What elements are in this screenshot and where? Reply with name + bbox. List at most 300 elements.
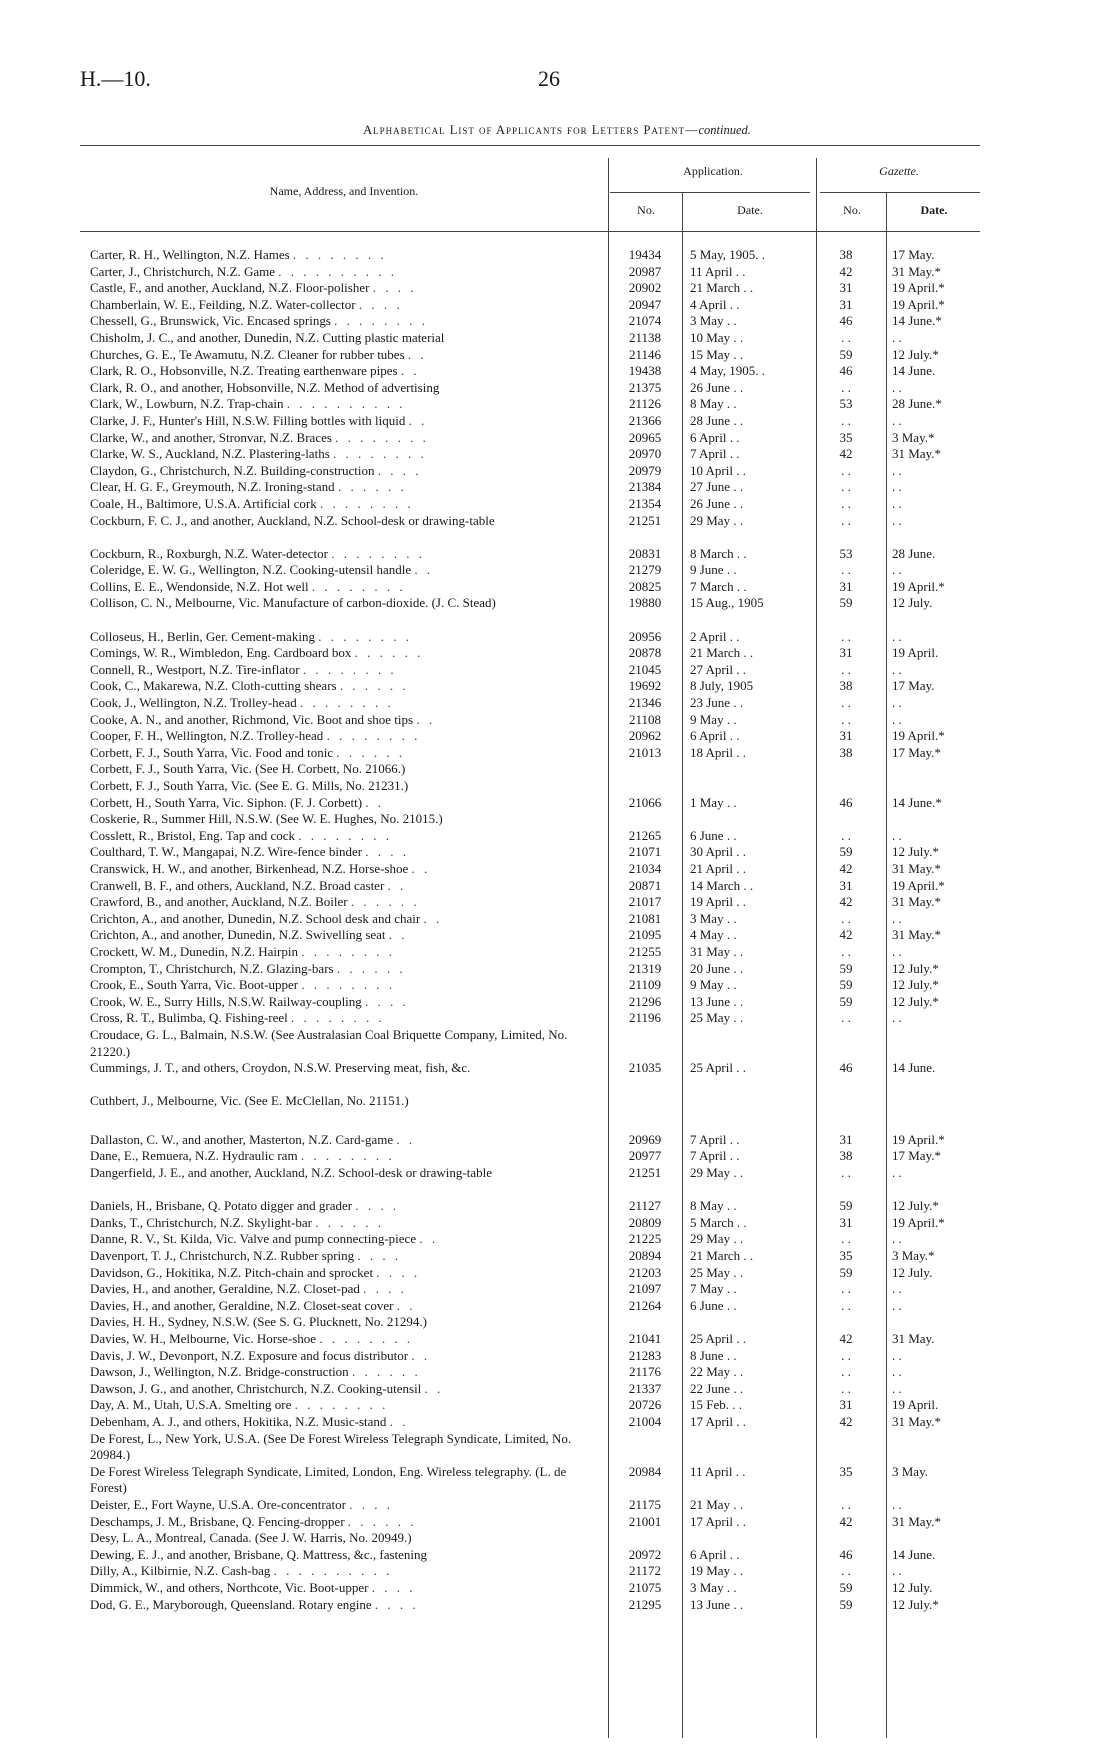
gazette-number: 42 xyxy=(839,1413,853,1429)
application-date: 8 May . . xyxy=(690,1198,737,1214)
leader-dots: . . . . . . . . xyxy=(300,1148,395,1164)
applicant-name: Churches, G. E., Te Awamutu, N.Z. Cleaner for rubber tubes xyxy=(90,346,405,362)
gazette-date: 19 April.* xyxy=(892,578,945,594)
gazette-number: . . xyxy=(841,462,851,478)
table-row xyxy=(0,1298,1114,1315)
page-header-series: H.—10. xyxy=(80,66,151,91)
application-number: 21108 xyxy=(628,711,662,727)
applicant-name: Cooke, A. N., and another, Richmond, Vic. Boot and shoe tips xyxy=(90,711,414,727)
applicant-cell xyxy=(90,313,600,330)
gazette-date: 31 May.* xyxy=(892,860,941,876)
table-row xyxy=(0,380,1114,397)
applicant-name: Clear, H. G. F., Greymouth, N.Z. Ironing-stand xyxy=(90,479,335,495)
application-number: 20956 xyxy=(628,628,662,644)
table-row xyxy=(0,629,1114,646)
gazette-date: 19 April.* xyxy=(892,1131,945,1147)
applicant-cell xyxy=(90,562,600,579)
table-row xyxy=(0,1563,1114,1580)
applicant-cell xyxy=(90,861,600,878)
gazette-number: . . xyxy=(841,695,851,711)
gazette-number: . . xyxy=(841,661,851,677)
applicant-cell xyxy=(90,1281,600,1298)
gazette-date: 31 May.* xyxy=(892,1513,941,1529)
applicant-cell xyxy=(90,496,600,513)
table-row xyxy=(0,1010,1114,1027)
table-row xyxy=(0,496,1114,513)
column-header-gaz-no: No. xyxy=(843,203,861,217)
gazette-number: . . xyxy=(841,827,851,843)
column-header-gazette: Gazette. xyxy=(879,164,919,178)
table-row xyxy=(0,861,1114,878)
application-number: 19692 xyxy=(628,678,662,694)
application-number: 21045 xyxy=(628,661,662,677)
leader-dots: . . . . . . xyxy=(315,1214,384,1230)
table-row xyxy=(0,927,1114,944)
application-date: 1 May . . xyxy=(690,794,737,810)
table-row xyxy=(0,1265,1114,1282)
application-number: 21225 xyxy=(628,1231,662,1247)
application-number: 20825 xyxy=(628,578,662,594)
application-date: 7 May . . xyxy=(690,1281,737,1297)
applicant-name: Colloseus, H., Berlin, Ger. Cement-making xyxy=(90,628,315,644)
gazette-number: . . xyxy=(841,1347,851,1363)
gazette-date: . . xyxy=(892,479,902,495)
applicant-name: De Forest, L., New York, U.S.A. (See De Forest Wireless Telegraph Syndicate, Limited, No. 20984.) xyxy=(90,1430,572,1463)
applicant-name: Dilly, A., Kilbirnie, N.Z. Cash-bag xyxy=(90,1563,271,1579)
gazette-number: 59 xyxy=(839,1579,853,1595)
applicant-cell xyxy=(90,1060,600,1077)
leader-dots: . . . . . . . . xyxy=(311,578,406,594)
applicant-name: Corbett, H., South Yarra, Vic. Siphon. (F. J. Corbett) xyxy=(90,794,363,810)
application-number: 20871 xyxy=(628,877,662,893)
applicant-cell xyxy=(90,1414,600,1431)
application-date: 26 June . . xyxy=(690,379,744,395)
gazette-number: 59 xyxy=(839,977,853,993)
table-row xyxy=(0,396,1114,413)
applicant-cell xyxy=(90,878,600,895)
leader-dots: . . xyxy=(414,562,434,578)
application-date: 3 May . . xyxy=(690,313,737,329)
gazette-date: 14 June.* xyxy=(892,313,942,329)
applicant-cell xyxy=(90,347,600,364)
applicant-name: Corbett, F. J., South Yarra, Vic. Food and tonic xyxy=(90,744,334,760)
applicant-cell xyxy=(90,363,600,380)
gazette-date: . . xyxy=(892,379,902,395)
leader-dots: . . . . . . . . xyxy=(299,695,394,711)
leader-dots: . . . . . . xyxy=(350,894,420,910)
table-row xyxy=(0,761,1114,778)
applicant-name: Cranwell, B. F., and others, Auckland, N.Z. Broad caster xyxy=(90,877,385,893)
gazette-number: 31 xyxy=(839,578,853,594)
application-date: 9 June . . xyxy=(690,562,737,578)
applicant-name: Cummings, J. T., and others, Croydon, N.S.W. Preserving meat, fish, &c. xyxy=(90,1060,471,1076)
application-number: 19438 xyxy=(628,363,662,379)
table-row xyxy=(0,280,1114,297)
table-row xyxy=(0,1248,1114,1265)
gazette-number: 59 xyxy=(839,960,853,976)
application-date: 8 March . . xyxy=(690,545,747,561)
gazette-date: . . xyxy=(892,1010,902,1026)
gazette-date: . . xyxy=(892,412,902,428)
leader-dots: . . . . . . xyxy=(336,960,406,976)
application-number: 20947 xyxy=(628,296,662,312)
leader-dots: . . . . . . . . . . xyxy=(278,263,398,279)
applicant-name: Davies, W. H., Melbourne, Vic. Horse-shoe xyxy=(90,1331,317,1346)
applicant-name: Cooper, F. H., Wellington, N.Z. Trolley-head xyxy=(90,728,324,744)
application-date: 7 April . . xyxy=(690,1131,740,1147)
application-date: 29 May . . xyxy=(690,1231,744,1247)
gazette-date: 19 April.* xyxy=(892,296,945,312)
application-date: 8 June . . xyxy=(690,1347,737,1363)
gazette-date: . . xyxy=(892,711,902,727)
applicant-name: Davies, H., and another, Geraldine, N.Z. Closet-pad xyxy=(90,1281,360,1297)
application-date: 20 June . . xyxy=(690,960,744,976)
applicant-name: De Forest Wireless Telegraph Syndicate, Limited, London, Eng. Wireless telegraphy. (L. de Forest) xyxy=(90,1463,567,1496)
leader-dots: . . . . . . . . xyxy=(301,943,395,959)
applicant-name: Dane, E., Remuera, N.Z. Hydraulic ram xyxy=(90,1148,298,1164)
applicant-cell xyxy=(90,430,600,447)
gazette-date: . . xyxy=(892,462,902,478)
applicant-name: Davenport, T. J., Christchurch, N.Z. Rubber spring xyxy=(90,1248,355,1264)
applicant-name: Desy, L. A., Montreal, Canada. (See J. W. Harris, No. 20949.) xyxy=(90,1530,412,1546)
applicant-name: Coale, H., Baltimore, U.S.A. Artificial cork xyxy=(90,495,317,511)
application-number: 21384 xyxy=(628,479,662,495)
applicant-name: Cook, J., Wellington, N.Z. Trolley-head xyxy=(90,695,297,711)
applicant-name: Comings, W. R., Wimbledon, Eng. Cardboard box xyxy=(90,645,352,661)
application-number: 21319 xyxy=(628,960,662,976)
applicant-name: Dimmick, W., and others, Northcote, Vic. Boot-upper xyxy=(90,1579,369,1595)
gazette-date: . . xyxy=(892,910,902,926)
column-header-app-no: No. xyxy=(637,203,655,217)
application-number: 21017 xyxy=(628,894,662,910)
application-number: 21196 xyxy=(628,1010,662,1026)
applicant-name: Danne, R. V., St. Kilda, Vic. Valve and pump connecting-piece xyxy=(90,1231,417,1247)
application-date: 21 March . . xyxy=(690,1248,754,1264)
applicant-cell xyxy=(90,761,600,778)
application-date: 23 June . . xyxy=(690,695,744,711)
gazette-date: 14 June.* xyxy=(892,794,942,810)
table-row xyxy=(0,778,1114,795)
applicant-cell xyxy=(90,662,600,679)
applicant-cell xyxy=(90,961,600,978)
application-number: 21283 xyxy=(628,1347,662,1363)
application-date: 28 June . . xyxy=(690,412,744,428)
leader-dots: . . . . xyxy=(358,296,403,312)
applicant-cell xyxy=(90,828,600,845)
application-number: 20979 xyxy=(628,462,662,478)
applicant-cell xyxy=(90,396,600,413)
application-date: 7 April . . xyxy=(690,446,740,462)
applicant-name: Chisholm, J. C., and another, Dunedin, N.Z. Cutting plastic material xyxy=(90,329,445,345)
gazette-date: 19 April.* xyxy=(892,280,945,296)
application-date: 3 May . . xyxy=(690,1579,737,1595)
gazette-date: 31 May.* xyxy=(892,446,941,462)
applicant-name: Carter, J., Christchurch, N.Z. Game xyxy=(90,263,276,279)
applicant-cell xyxy=(90,1397,600,1414)
gazette-number: 31 xyxy=(839,728,853,744)
applicant-cell xyxy=(90,712,600,729)
gazette-number: 59 xyxy=(839,1596,853,1612)
applicant-name: Davies, H., and another, Geraldine, N.Z. Closet-seat cover xyxy=(90,1297,394,1313)
applicant-name: Davidson, G., Hokitika, N.Z. Pitch-chain and sprocket xyxy=(90,1264,374,1280)
application-number: 21354 xyxy=(628,495,662,511)
gazette-number: 38 xyxy=(839,678,853,694)
application-date: 25 May . . xyxy=(690,1010,744,1026)
application-number: 21366 xyxy=(628,412,662,428)
application-number: 21001 xyxy=(628,1513,662,1529)
gazette-number: 42 xyxy=(839,446,853,462)
gazette-date: . . xyxy=(892,495,902,511)
table-row xyxy=(0,363,1114,380)
application-subrule xyxy=(610,192,810,193)
gazette-number: 46 xyxy=(839,313,853,329)
table-row xyxy=(0,1364,1114,1381)
application-number: 21375 xyxy=(628,379,662,395)
application-date: 25 April . . xyxy=(690,1060,746,1076)
gazette-number: 31 xyxy=(839,296,853,312)
gazette-date: 17 May.* xyxy=(892,744,941,760)
table-row xyxy=(0,1027,1114,1060)
applicant-cell xyxy=(90,844,600,861)
application-number: 20987 xyxy=(628,263,662,279)
gazette-date: 28 June.* xyxy=(892,396,942,412)
applicant-cell xyxy=(90,1265,600,1282)
table-row xyxy=(0,247,1114,264)
applicant-cell xyxy=(90,513,600,530)
application-date: 8 July, 1905 xyxy=(690,678,754,694)
leader-dots: . . . . . . . . xyxy=(301,977,396,993)
leader-dots: . . xyxy=(408,412,428,428)
leader-dots: . . . . xyxy=(357,1248,402,1264)
applicant-cell xyxy=(90,413,600,430)
application-number: 21279 xyxy=(628,562,662,578)
section-gap xyxy=(0,1110,1114,1132)
applicant-name: Cockburn, R., Roxburgh, N.Z. Water-detector xyxy=(90,545,328,561)
application-date: 10 April . . xyxy=(690,462,746,478)
gazette-date: . . xyxy=(892,943,902,959)
application-number: 21203 xyxy=(628,1264,662,1280)
table-row xyxy=(0,1597,1114,1614)
applicant-name: Clarke, W. S., Auckland, N.Z. Plastering-laths xyxy=(90,446,330,462)
gazette-date: . . xyxy=(892,628,902,644)
application-number: 19880 xyxy=(628,595,662,611)
gazette-number: . . xyxy=(841,379,851,395)
application-number: 21109 xyxy=(628,977,662,993)
application-number: 21337 xyxy=(628,1380,662,1396)
application-date: 21 March . . xyxy=(690,645,754,661)
table-row xyxy=(0,728,1114,745)
application-date: 19 May . . xyxy=(690,1563,744,1579)
applicant-cell xyxy=(90,546,600,563)
application-number: 20962 xyxy=(628,728,662,744)
application-number: 21251 xyxy=(628,1165,662,1181)
gazette-number: 31 xyxy=(839,1214,853,1230)
table-row xyxy=(0,1431,1114,1464)
table-row xyxy=(0,695,1114,712)
gazette-date: 31 May.* xyxy=(892,263,941,279)
gazette-number: 35 xyxy=(839,429,853,445)
gazette-date: 14 June. xyxy=(892,363,936,379)
gazette-date: 31 May.* xyxy=(892,894,941,910)
applicant-name: Clarke, W., and another, Stronvar, N.Z. Braces xyxy=(90,429,332,445)
applicant-cell xyxy=(90,927,600,944)
applicant-cell xyxy=(90,1597,600,1614)
applicant-name: Crawford, B., and another, Auckland, N.Z. Boiler xyxy=(90,894,348,910)
applicant-cell xyxy=(90,1514,600,1531)
gazette-date: 3 May. xyxy=(892,1463,928,1479)
applicant-cell xyxy=(90,1010,600,1027)
application-number: 21071 xyxy=(628,844,662,860)
application-date: 17 April . . xyxy=(690,1413,746,1429)
applicant-cell xyxy=(90,911,600,928)
gazette-date: . . xyxy=(892,512,902,528)
gazette-subrule xyxy=(820,192,980,193)
application-date: 30 April . . xyxy=(690,844,746,860)
applicant-cell xyxy=(90,1431,600,1464)
table-row xyxy=(0,1314,1114,1331)
leader-dots: . . xyxy=(387,877,407,893)
applicant-cell xyxy=(90,645,600,662)
application-number: 19434 xyxy=(628,247,662,262)
application-date: 6 June . . xyxy=(690,1297,737,1313)
table-row xyxy=(0,513,1114,546)
gazette-date: . . xyxy=(892,1297,902,1313)
leader-dots: . . . . . . . . xyxy=(319,1331,414,1346)
applicant-name: Dawson, J. G., and another, Christchurch, N.Z. Cooking-utensil xyxy=(90,1380,422,1396)
gazette-date: 12 July.* xyxy=(892,346,939,362)
gazette-date: . . xyxy=(892,695,902,711)
gazette-date: . . xyxy=(892,661,902,677)
applicant-name: Crichton, A., and another, Dunedin, N.Z. School desk and chair xyxy=(90,910,421,926)
application-date: 6 June . . xyxy=(690,827,737,843)
application-date: 7 April . . xyxy=(690,1148,740,1164)
applicant-cell xyxy=(90,1231,600,1248)
applicant-name: Crockett, W. M., Dunedin, N.Z. Hairpin xyxy=(90,943,298,959)
gazette-date: . . xyxy=(892,1563,902,1579)
table-row xyxy=(0,944,1114,961)
applicant-name: Day, A. M., Utah, U.S.A. Smelting ore xyxy=(90,1397,292,1413)
gazette-date: . . xyxy=(892,827,902,843)
gazette-date: 17 May. xyxy=(892,678,935,694)
gazette-number: . . xyxy=(841,412,851,428)
applicant-name: Clark, R. O., and another, Hobsonville, N.Z. Method of advertising xyxy=(90,379,440,395)
applicant-name: Cosslett, R., Bristol, Eng. Tap and cock xyxy=(90,827,296,843)
table-row xyxy=(0,546,1114,563)
gazette-date: . . xyxy=(892,1165,902,1181)
table-row xyxy=(0,1132,1114,1149)
gazette-number: . . xyxy=(841,1297,851,1313)
leader-dots: . . xyxy=(419,1231,439,1247)
gazette-date: 12 July. xyxy=(892,1264,933,1280)
table-row xyxy=(0,463,1114,480)
leader-dots: . . . . xyxy=(372,280,417,296)
gazette-date: . . xyxy=(892,1380,902,1396)
gazette-date: . . xyxy=(892,1496,902,1512)
application-date: 6 April . . xyxy=(690,429,740,445)
application-number: 21004 xyxy=(628,1413,662,1429)
gazette-number: . . xyxy=(841,628,851,644)
table-row xyxy=(0,1165,1114,1198)
applicant-name: Clark, W., Lowburn, N.Z. Trap-chain xyxy=(90,396,284,412)
gazette-date: 19 April.* xyxy=(892,1214,945,1230)
applicant-name: Cook, C., Makarewa, N.Z. Cloth-cutting shears xyxy=(90,678,337,694)
gazette-date: 12 July. xyxy=(892,595,933,611)
application-date: 2 April . . xyxy=(690,628,740,644)
gazette-date: 12 July. xyxy=(892,1579,933,1595)
leader-dots: . . . . . . . . xyxy=(331,545,425,561)
application-number: 21265 xyxy=(628,827,662,843)
application-date: 25 May . . xyxy=(690,1264,744,1280)
application-date: 18 April . . xyxy=(690,744,746,760)
gazette-date: 19 April.* xyxy=(892,877,945,893)
table-row xyxy=(0,1060,1114,1093)
applicant-name: Daniels, H., Brisbane, Q. Potato digger and grader xyxy=(90,1198,353,1214)
application-date: 8 May . . xyxy=(690,396,737,412)
applicants-table-body xyxy=(0,247,1114,1613)
column-header-application: Application. xyxy=(683,164,743,178)
table-row xyxy=(0,413,1114,430)
gazette-number: 42 xyxy=(839,263,853,279)
application-number: 21074 xyxy=(628,313,662,329)
applicant-cell xyxy=(90,894,600,911)
applicant-name: Dallaston, C. W., and another, Masterton, N.Z. Card-game xyxy=(90,1131,394,1147)
application-date: 21 May . . xyxy=(690,1496,744,1512)
applicant-cell xyxy=(90,595,600,612)
gazette-date: . . xyxy=(892,1347,902,1363)
leader-dots: . . xyxy=(365,794,385,810)
application-number: 21138 xyxy=(628,329,662,345)
gazette-number: 59 xyxy=(839,1264,853,1280)
gazette-date: . . xyxy=(892,562,902,578)
application-date: 21 March . . xyxy=(690,280,754,296)
application-number: 21126 xyxy=(628,396,662,412)
gazette-number: . . xyxy=(841,479,851,495)
gazette-number: 38 xyxy=(839,744,853,760)
applicant-cell xyxy=(90,1165,600,1182)
gazette-date: . . xyxy=(892,1231,902,1247)
applicant-name: Dod, G. E., Maryborough, Queensland. Rotary engine xyxy=(90,1596,372,1612)
applicant-cell xyxy=(90,994,600,1011)
application-number: 21081 xyxy=(628,910,662,926)
application-number: 20726 xyxy=(628,1397,662,1413)
application-number: 21066 xyxy=(628,794,662,810)
table-row xyxy=(0,894,1114,911)
applicant-cell xyxy=(90,1314,600,1331)
applicant-cell xyxy=(90,1563,600,1580)
leader-dots: . . xyxy=(389,1413,409,1429)
gazette-number: . . xyxy=(841,1496,851,1512)
leader-dots: . . xyxy=(423,910,443,926)
leader-dots: . . . . . . xyxy=(336,744,406,760)
applicant-cell xyxy=(90,977,600,994)
gazette-date: . . xyxy=(892,1281,902,1297)
application-number: 21264 xyxy=(628,1297,662,1313)
table-row xyxy=(0,961,1114,978)
application-date: 11 April . . xyxy=(690,1463,746,1479)
applicant-name: Cockburn, F. C. J., and another, Auckland, N.Z. School-desk or drawing-table xyxy=(90,512,495,528)
leader-dots: . . . . . . xyxy=(339,678,409,694)
gazette-number: . . xyxy=(841,910,851,926)
table-row xyxy=(0,330,1114,347)
table-row xyxy=(0,645,1114,662)
applicant-name: Coleridge, E. W. G., Wellington, N.Z. Cooking-utensil handle xyxy=(90,562,412,578)
applicant-name: Clark, R. O., Hobsonville, N.Z. Treating earthenware pipes xyxy=(90,363,398,379)
applicant-cell xyxy=(90,579,600,596)
applicant-cell xyxy=(90,944,600,961)
table-row xyxy=(0,1530,1114,1547)
leader-dots: . . . . . . . . . . xyxy=(273,1563,393,1579)
application-date: 19 April . . xyxy=(690,894,746,910)
